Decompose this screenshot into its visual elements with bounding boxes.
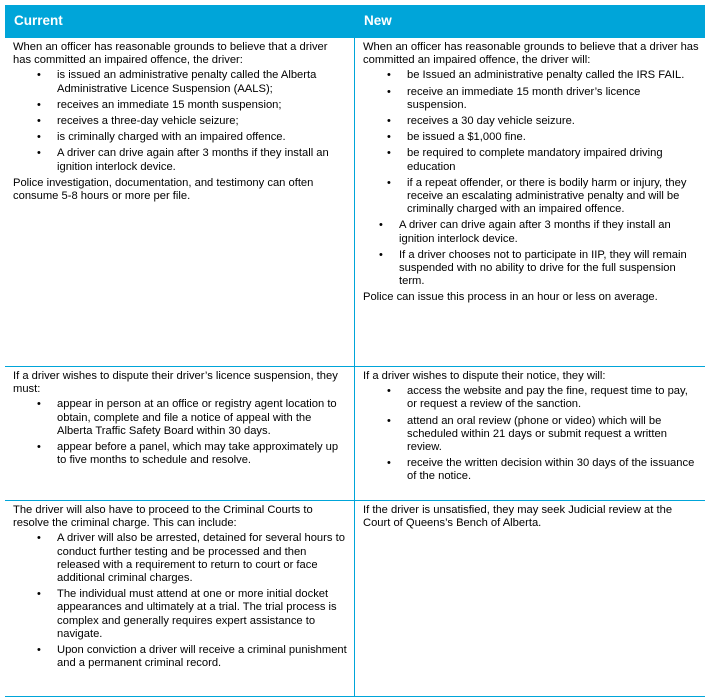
row2-current-list [57,398,348,467]
comparison-table [5,5,705,697]
row1-current-cell [5,38,355,366]
list-item: • A driver can drive again after 3 months if they install an ignition interlock device. [57,147,348,173]
list-item: • A driver can drive again after 3 months if they install an ignition interlock device. [399,219,699,245]
list-item: • If a driver chooses not to participate in IIP, they will remain suspended with no ability to drive for the full suspension term. [399,249,699,289]
list-item: • receives an immediate 15 month suspension; [57,99,348,112]
header-current: Current [14,13,63,28]
list-item: • be Issued an administrative penalty called the IRS FAIL. [407,69,699,82]
list-item: • receives a three-day vehicle seizure; [57,115,348,128]
row2-new-cell [355,367,705,500]
row1-new-outro: Police can issue this process in an hour or less on average. [363,291,658,304]
list-item: • appear before a panel, which may take approximately up to five months to schedule and resolve. [57,441,348,467]
list-item: • receives a 30 day vehicle seizure. [407,115,699,128]
list-item: • is criminally charged with an impaired offence. [57,131,348,144]
list-item: • receive an immediate 15 month driver’s licence suspension. [407,86,699,112]
list-item: • receive the written decision within 30 days of the issuance of the notice. [407,457,699,483]
row1-current-intro: When an officer has reasonable grounds to believe that a driver has committed an impaired offence, the driver: [13,41,328,67]
row3-current-list [57,532,348,670]
row1-new-cell [355,38,705,366]
row1-new-list-b [399,219,699,288]
list-item: • be required to complete mandatory impaired driving education [407,147,699,173]
row3-new-cell [355,501,705,696]
table-row [5,35,705,367]
row2-current-intro: If a driver wishes to dispute their driver’s licence suspension, they must: [13,370,338,396]
table-row [5,501,705,697]
list-item: • be issued a $1,000 fine. [407,131,699,144]
row1-new-intro: When an officer has reasonable grounds to believe that a driver has committed an impaired offence, the driver will: [363,41,699,67]
list-item: • The individual must attend at one or more initial docket appearances and ultimately at a trial. The trial process is complex and generally requires expert assistance to navigate. [57,588,348,641]
row1-current-outro: Police investigation, documentation, and testimony can often consume 5-8 hours or more per file. [13,176,314,203]
row3-current-intro: The driver will also have to proceed to the Criminal Courts to resolve the criminal charge. This can include: [13,504,313,530]
row2-new-intro: If a driver wishes to dispute their notice, they will: [363,370,606,382]
table-row [5,367,705,501]
list-item: • Upon conviction a driver will receive a criminal punishment and a permanent criminal record. [57,644,348,670]
row2-current-cell [5,367,355,500]
list-item: • access the website and pay the fine, request time to pay, or request a review of the sanction. [407,385,699,411]
row1-new-list [407,69,699,216]
list-item: • if a repeat offender, or there is bodily harm or injury, they receive an escalating administrative penalty and will be criminally charged with an impaired offence. [407,177,699,217]
header-new: New [364,13,392,28]
row1-current-list [57,69,348,173]
list-item: • is issued an administrative penalty called the Alberta Administrative Licence Suspension (AALS); [57,69,348,95]
row2-new-list [407,385,699,483]
list-item: • A driver will also be arrested, detained for several hours to conduct further testing and be processed and then released with a requirement to return to court or face additional criminal charges. [57,532,348,585]
table-header [5,5,705,35]
row3-new-text: If the driver is unsatisfied, they may seek Judicial review at the Court of Queens’s Bench of Alberta. [363,504,673,530]
row3-current-cell [5,501,355,696]
list-item: • appear in person at an office or registry agent location to obtain, complete and file a notice of appeal with the Alberta Traffic Safety Board within 30 days. [57,398,348,438]
list-item: • attend an oral review (phone or video) which will be scheduled within 21 days or submit request a written review. [407,415,699,455]
